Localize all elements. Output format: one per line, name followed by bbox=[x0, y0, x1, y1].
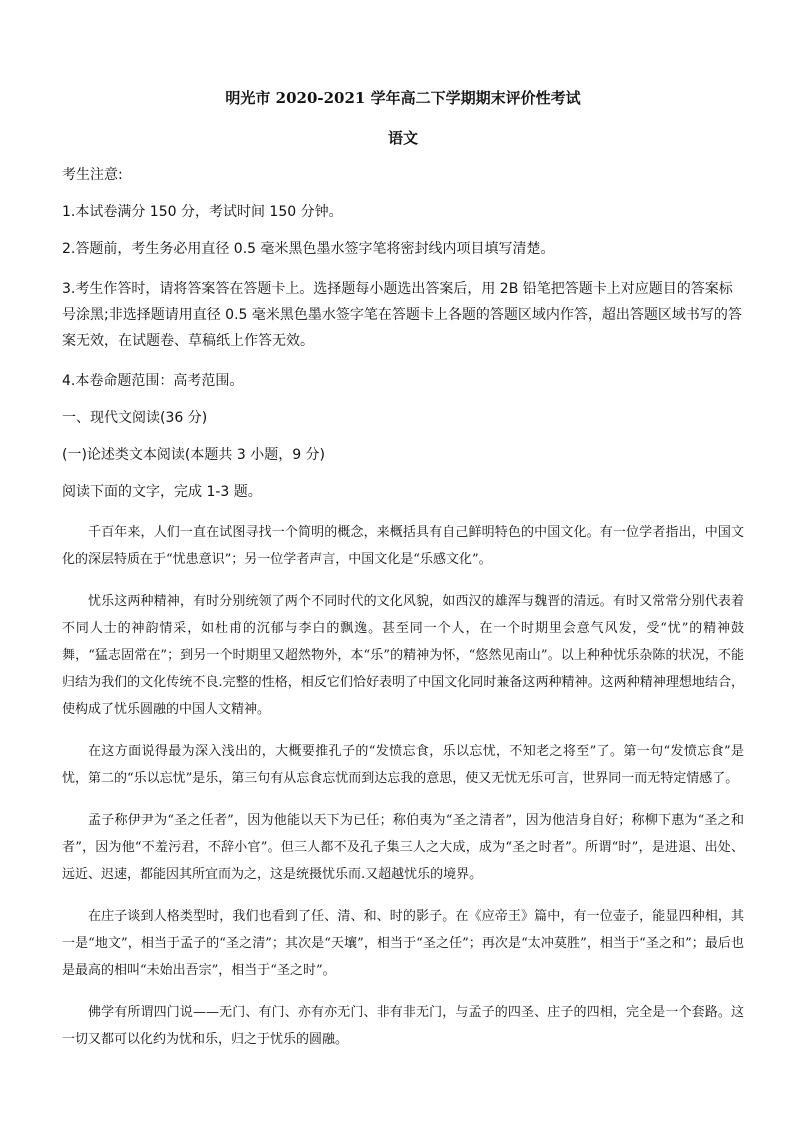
notice-item-4: 4.本卷命题范围：高考范围。 bbox=[62, 373, 244, 389]
notice-heading: 考生注意: bbox=[62, 167, 123, 183]
subject-title: 语文 bbox=[387, 129, 418, 147]
section-subheading: (一)论述类文本阅读(本题共 3 小题，9 分) bbox=[62, 447, 326, 463]
passage-paragraph-5: 在庄子谈到人格类型时，我们也看到了任、清、和、时的影子。在《应帝王》篇中，有一位壶子，能显四种相，其一是“地文”，相当于孟子的“圣之清”；其次是“天壤”，相当于“圣之任”；再次是“太冲莫胜”，相当于“圣之和”；最后也是最高的相叫“未始出吾宗”，相当于“圣之时”。 bbox=[62, 909, 744, 978]
passage-paragraph-6: 佛学有所谓四门说——无门、有门、亦有亦无门、非有非无门，与孟子的四圣、庄子的四相，完全是一个套路。这一切又都可以化约为忧和乐，归之于忧乐的圆融。 bbox=[62, 1005, 744, 1047]
notice-item-1: 1.本试卷满分 150 分，考试时间 150 分钟。 bbox=[62, 204, 343, 220]
reading-instruction: 阅读下面的文字，完成 1-3 题。 bbox=[62, 484, 262, 500]
notice-item-3: 3.考生作答时，请将答案答在答题卡上。选择题每小题选出答案后，用 2B 铅笔把答题卡上对应题目的答案标号涂黑;非选择题请用直径 0.5 毫米黑色墨水签字笔在答题卡上各题的答题区域内作答，超出答题区域书写的答案无效，在试题卷、草稿纸上作答无效。 bbox=[62, 281, 742, 349]
passage-paragraph-2: 忧乐这两种精神，有时分别统领了两个不同时代的文化风貌，如西汉的雄浑与魏晋的清远。有时又常常分别代表着不同人士的神韵情采，如杜甫的沉郁与李白的飘逸。甚至同一个人，在一个时期里会意气风发，受“忧”的精神鼓舞，“猛志固常在”；到另一个时期里又超然物外，本“乐”的精神为怀，“悠然见南山”。以上种种忧乐杂陈的状况，不能归结为我们的文化传统不良.完整的性格，相反它们恰好表明了中国文化同时兼备这两种精神。这两种精神理想地结合，使构成了忧乐圆融的中国人文精神。 bbox=[62, 594, 744, 717]
section-heading: 一、现代文阅读(36 分) bbox=[62, 410, 208, 426]
passage-paragraph-1: 千百年来，人们一直在试图寻找一个简明的概念，来概括具有自己鲜明特色的中国文化。有一位学者指出，中国文化的深层特质在于“忧患意识”；另一位学者声言，中国文化是“乐感文化”。 bbox=[62, 525, 744, 567]
passage-paragraph-4: 孟子称伊尹为“圣之任者”，因为他能以天下为已任；称伯夷为“圣之清者”，因为他洁身自好；称柳下惠为“圣之和者”，因为他“不羞污君，不辞小官”。但三人都不及孔子集三人之大成，成为“圣之时者”。所谓“时”，是进退、出处、远近、迟速，都能因其所宜而为之，这是统摄忧乐而.又超越忧乐的境界。 bbox=[62, 813, 744, 882]
notice-item-2: 2.答题前，考生务必用直径 0.5 毫米黑色墨水签字笔将密封线内项目填写清楚。 bbox=[62, 241, 555, 257]
passage-paragraph-3: 在这方面说得最为深入浅出的，大概要推孔子的“发愤忘食，乐以忘忧，不知老之将至”了。第一句“发愤忘食”是忧，第二的“乐以忘忧”是乐，第三句有从忘食忘忧而到达忘我的意思，使又无忧无乐可言，世界同一而无特定情感了。 bbox=[62, 744, 744, 786]
exam-title: 明光市 2020-2021 学年高二下学期期末评价性考试 bbox=[225, 89, 581, 107]
